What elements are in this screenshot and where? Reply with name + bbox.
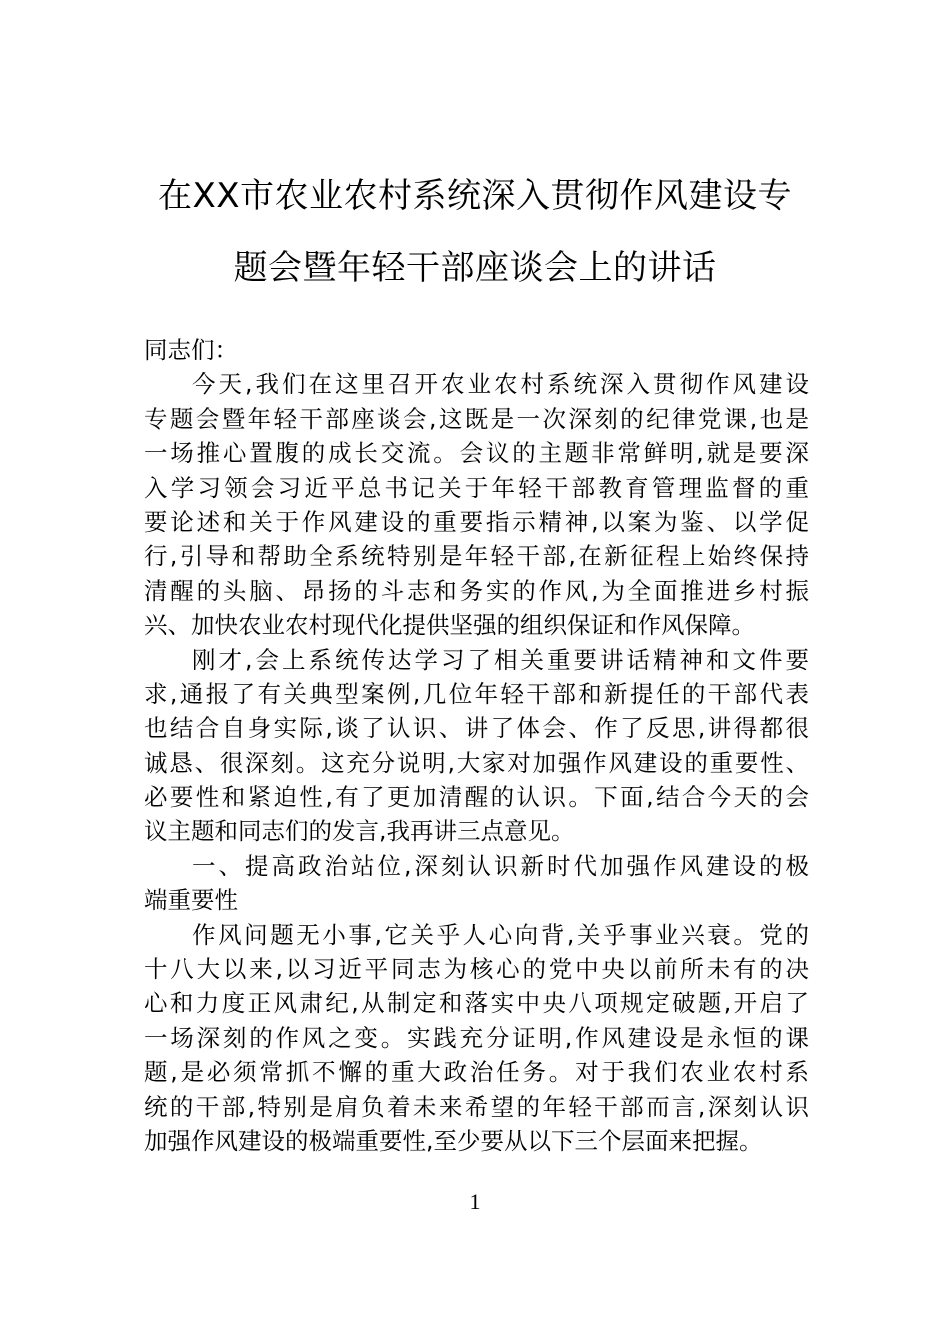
paragraph-line: 今天,我们在这里召开农业农村系统深入贯彻作风建设	[192, 370, 809, 399]
paragraph-line: 行,引导和帮助全系统特别是年轻干部,在新征程上始终保持	[144, 542, 809, 571]
paragraph-line: 也结合自身实际,谈了认识、讲了体会、作了反思,讲得都很	[144, 714, 809, 743]
heading-line: 端重要性	[144, 886, 238, 915]
paragraph-line: 议主题和同志们的发言,我再讲三点意见。	[144, 817, 575, 846]
paragraph-line: 刚才,会上系统传达学习了相关重要讲话精神和文件要	[192, 645, 809, 674]
paragraph-line: 诚恳、很深刻。这充分说明,大家对加强作风建设的重要性、	[144, 748, 809, 777]
document-title-line-2: 题会暨年轻干部座谈会上的讲话	[233, 248, 717, 288]
paragraph-line: 一场深刻的作风之变。实践充分证明,作风建设是永恒的课	[144, 1023, 809, 1052]
paragraph-line: 作风问题无小事,它关乎人心向背,关乎事业兴衰。党的	[192, 920, 809, 949]
paragraph-line: 专题会暨年轻干部座谈会,这既是一次深刻的纪律党课,也是	[144, 404, 809, 433]
paragraph-line: 一场推心置腹的成长交流。会议的主题非常鲜明,就是要深	[144, 439, 809, 468]
paragraph-line: 十八大以来,以习近平同志为核心的党中央以前所未有的决	[144, 955, 809, 984]
salutation: 同志们：	[144, 336, 238, 364]
page-number: 1	[469, 1189, 481, 1214]
paragraph-2	[144, 643, 809, 849]
paragraph-line: 兴、加快农业农村现代化提供坚强的组织保证和作风保障。	[144, 611, 755, 640]
section-heading-1	[144, 849, 809, 918]
document-body	[144, 333, 809, 1158]
paragraph-line: 求,通报了有关典型案例,几位年轻干部和新提任的干部代表	[144, 679, 809, 708]
paragraph-line: 入学习领会习近平总书记关于年轻干部教育管理监督的重	[144, 473, 809, 502]
paragraph-line: 心和力度正风肃纪,从制定和落实中央八项规定破题,开启了	[144, 989, 809, 1018]
paragraph-line: 必要性和紧迫性,有了更加清醒的认识。下面,结合今天的会	[144, 783, 809, 812]
heading-line: 一、提高政治站位,深刻认识新时代加强作风建设的极	[192, 851, 809, 880]
paragraph-1	[144, 367, 809, 642]
document-title-line-1: 在XX市农业农村系统深入贯彻作风建设专	[157, 176, 793, 216]
paragraph-line: 加强作风建设的极端重要性,至少要从以下三个层面来把握。	[144, 1126, 763, 1155]
paragraph-line: 统的干部,特别是肩负着未来希望的年轻干部而言,深刻认识	[144, 1092, 809, 1121]
paragraph-line: 清醒的头脑、昂扬的斗志和务实的作风,为全面推进乡村振	[144, 576, 809, 605]
paragraph-line: 要论述和关于作风建设的重要指示精神,以案为鉴、以学促	[144, 507, 809, 536]
paragraph-line: 题,是必须常抓不懈的重大政治任务。对于我们农业农村系	[144, 1058, 809, 1087]
paragraph-3	[144, 918, 809, 1159]
